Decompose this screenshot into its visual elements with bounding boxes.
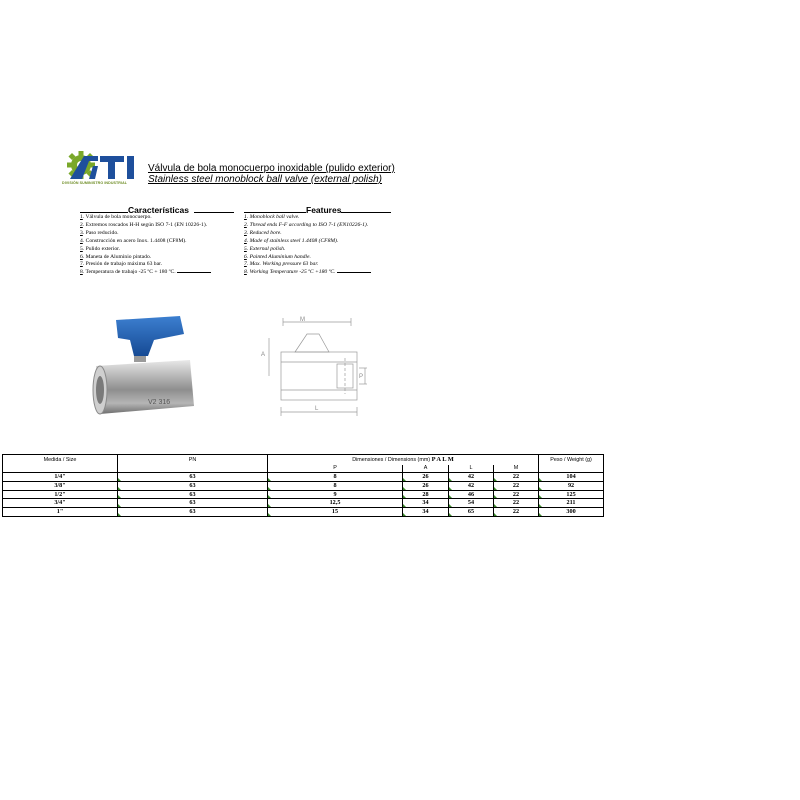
list-item: 6. Painted Aluminium handle. <box>244 253 311 260</box>
list-item: 8. Temperatura de trabajo -25 ºC + 180 ºC. <box>80 269 211 277</box>
features-en-list <box>244 214 371 277</box>
list-item: 5. External polish. <box>244 245 286 252</box>
cell-l: 65 <box>449 508 494 517</box>
list-item: 5. Pulido exterior. <box>80 245 121 252</box>
table-row <box>3 473 604 482</box>
cell-size: 3/8" <box>3 481 118 490</box>
list-item: 4. Construcción en acero Inox. 1.4408 (CF8M). <box>80 237 187 244</box>
col-header-dimensions: Dimensiones / Dimensions (mm) P A L M <box>268 455 539 466</box>
list-item: 2. Thread ends F-F according to ISO 7-1 (EN10226-1). <box>244 221 369 228</box>
cell-size: 1/2" <box>3 490 118 499</box>
features-es-heading: Características <box>80 205 234 215</box>
cell-weight: 104 <box>539 473 604 482</box>
col-header-pn: PN <box>118 455 268 466</box>
cell-a: 28 <box>403 490 449 499</box>
subheader-p: P <box>268 465 403 473</box>
cell-p: 8 <box>268 473 403 482</box>
list-item: 7. Max. Working pressure 63 bar. <box>244 261 319 268</box>
table-row <box>3 481 604 490</box>
subheader-l: L <box>449 465 494 473</box>
subheader-m: M <box>494 465 539 473</box>
list-item: 3. Reduced bore. <box>244 229 282 236</box>
cell-m: 22 <box>494 499 539 508</box>
cell-l: 42 <box>449 481 494 490</box>
features-es-list <box>80 214 211 277</box>
subheader-a: A <box>403 465 449 473</box>
list-item: 6. Maneta de Aluminio pintado. <box>80 253 152 260</box>
cell-m: 22 <box>494 481 539 490</box>
cell-pn: 63 <box>118 499 268 508</box>
valve-engraving: V2 316 <box>148 399 171 406</box>
cell-weight: 300 <box>539 508 604 517</box>
table-row <box>3 490 604 499</box>
title-spanish: Válvula de bola monocuerpo inoxidable (pulido exterior) <box>148 163 395 174</box>
table-row <box>3 499 604 508</box>
list-item: 3. Paso reducido. <box>80 229 119 236</box>
dim-label-l: L <box>315 406 319 412</box>
cell-weight: 211 <box>539 499 604 508</box>
cell-p: 8 <box>268 481 403 490</box>
cell-weight: 92 <box>539 481 604 490</box>
cell-size: 1/4" <box>3 473 118 482</box>
list-item: 4. Made of stainless steel 1.4408 (CF8M). <box>244 237 339 244</box>
cell-pn: 63 <box>118 490 268 499</box>
cell-pn: 63 <box>118 473 268 482</box>
list-item: 2. Extremos roscados H-H según ISO 7-1 (EN 10226-1). <box>80 221 208 228</box>
cell-p: 12,5 <box>268 499 403 508</box>
cell-a: 34 <box>403 499 449 508</box>
cell-size: 1" <box>3 508 118 517</box>
spec-table <box>2 454 604 517</box>
valve-drawing <box>255 312 380 420</box>
features-en-heading: Features <box>244 205 391 215</box>
valve-body <box>96 360 194 414</box>
cell-l: 54 <box>449 499 494 508</box>
cell-weight: 125 <box>539 490 604 499</box>
cell-size: 3/4" <box>3 499 118 508</box>
dim-label-p: P <box>359 374 364 380</box>
col-header-size: Medida / Size <box>3 455 118 466</box>
list-item: 7. Presión de trabajo máxima 63 bar. <box>80 261 163 268</box>
list-item: 1. Monoblock ball valve. <box>244 214 300 220</box>
cell-p: 9 <box>268 490 403 499</box>
cell-p: 15 <box>268 508 403 517</box>
dim-label-m: M <box>300 317 305 323</box>
cell-m: 22 <box>494 508 539 517</box>
dim-label-a: A <box>261 352 266 358</box>
table-row <box>3 508 604 517</box>
cell-a: 26 <box>403 473 449 482</box>
col-header-weight: Peso / Weight (g) <box>539 455 604 466</box>
table-subheader-row <box>3 465 604 473</box>
list-item: 1. Válvula de bola monocuerpo. <box>80 214 152 220</box>
cell-a: 34 <box>403 508 449 517</box>
cell-a: 26 <box>403 481 449 490</box>
cell-l: 42 <box>449 473 494 482</box>
cell-pn: 63 <box>118 508 268 517</box>
cell-m: 22 <box>494 490 539 499</box>
logo-caption: DIVISIÓN SUMINISTRO INDUSTRIAL <box>62 181 128 185</box>
cell-l: 46 <box>449 490 494 499</box>
valve-photo <box>88 310 198 420</box>
table-header-row <box>3 455 604 466</box>
cell-m: 22 <box>494 473 539 482</box>
valve-handle <box>116 316 184 356</box>
title-english: Stainless steel monoblock ball valve (external polish) <box>148 174 383 185</box>
cell-pn: 63 <box>118 481 268 490</box>
list-item: 8. Working Temperature -25 ºC +180 ºC. <box>244 269 371 277</box>
